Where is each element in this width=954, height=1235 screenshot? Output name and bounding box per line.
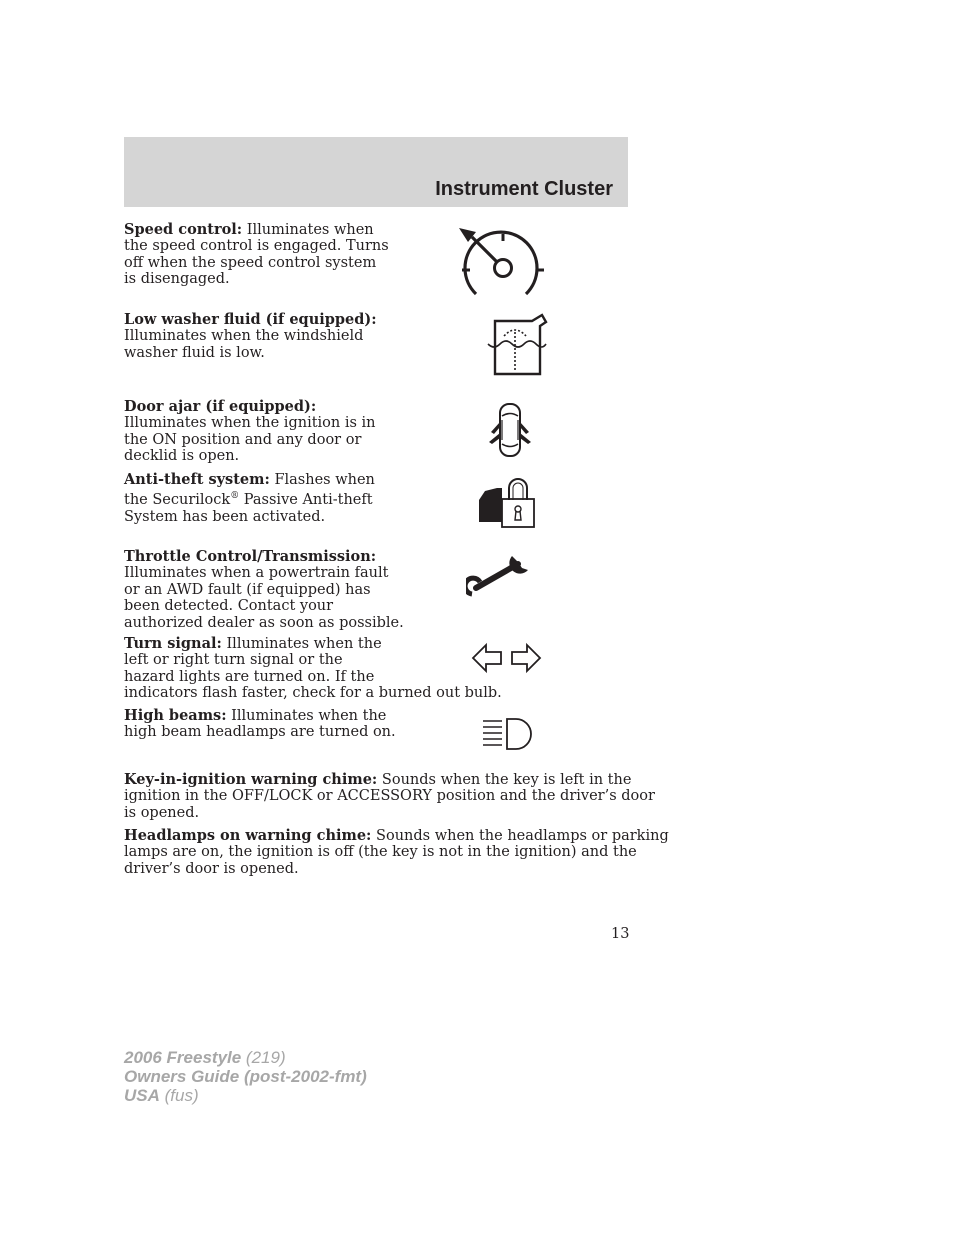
high-beam-icon <box>480 717 536 751</box>
key-in-ignition-chime-description <box>124 772 655 821</box>
turn-signal-arrows-icon <box>470 642 544 674</box>
page-number: 13 <box>611 926 630 942</box>
text-line: Illuminates when the <box>226 708 387 724</box>
text-line: is disengaged. <box>124 271 230 288</box>
footer-model: 2006 Freestyle <box>124 1048 242 1067</box>
headlamps-on-chime-description <box>124 828 669 877</box>
text-line: Illuminates when a powertrain fault <box>124 565 389 582</box>
footer-guide: Owners Guide (post-2002-fmt) <box>124 1067 367 1086</box>
wrench-icon <box>466 550 532 598</box>
text-line: off when the speed control system <box>124 254 377 271</box>
footer-line <box>124 1067 367 1086</box>
washer-fluid-term: Low washer fluid (if equipped): <box>124 311 377 328</box>
text-line: Illuminates when the <box>221 636 382 652</box>
door-ajar-description <box>124 399 376 465</box>
footer-line <box>124 1048 367 1067</box>
document-footer <box>124 1048 367 1105</box>
footer-market: USA <box>124 1086 160 1105</box>
door-ajar-icon <box>486 400 534 460</box>
text-line: System has been activated. <box>124 508 326 525</box>
text-line: Sounds when the key is left in the <box>377 772 632 788</box>
turn-signal-term: Turn signal: <box>124 635 222 652</box>
text-line: Illuminates when the ignition is in <box>124 415 376 432</box>
text-line: ignition in the OFF/LOCK or ACCESSORY position and the driver’s door <box>124 788 655 805</box>
speedometer-icon <box>456 222 546 302</box>
speed-control-term: Speed control: <box>124 221 243 238</box>
high-beams-description <box>124 708 396 741</box>
text-line: the Securilock <box>124 492 231 509</box>
door-ajar-term: Door ajar (if equipped): <box>124 398 317 415</box>
text-line: is opened. <box>124 804 200 821</box>
text-line: lamps are on, the ignition is off (the key is not in the ignition) and the <box>124 844 637 861</box>
headlamps-on-chime-term: Headlamps on warning chime: <box>124 827 372 844</box>
footer-code: (219) <box>241 1048 286 1067</box>
anti-theft-lock-icon <box>475 474 539 530</box>
text-line: Illuminates when the windshield <box>124 328 364 345</box>
text-line: washer fluid is low. <box>124 344 265 361</box>
anti-theft-term: Anti-theft system: <box>124 471 270 488</box>
text-line: authorized dealer as soon as possible. <box>124 614 404 631</box>
text-line: or an AWD fault (if equipped) has <box>124 581 371 598</box>
key-in-ignition-chime-term: Key-in-ignition warning chime: <box>124 771 378 788</box>
text-line: Passive Anti-theft <box>239 492 373 509</box>
text-line: high beam headlamps are turned on. <box>124 724 396 741</box>
text-line: been detected. Contact your <box>124 598 334 615</box>
text-line: left or right turn signal or the <box>124 652 343 669</box>
footer-line <box>124 1086 367 1105</box>
footer-market-code: (fus) <box>159 1086 199 1105</box>
text-line: the speed control is engaged. Turns <box>124 238 389 255</box>
text-line: hazard lights are turned on. If the <box>124 668 375 685</box>
speed-control-description <box>124 222 389 288</box>
text-line: Sounds when the headlamps or parking <box>371 828 669 844</box>
turn-signal-description <box>124 636 502 702</box>
section-title: Instrument Cluster <box>435 178 613 200</box>
text-line: indicators flash faster, check for a burned out bulb. <box>124 685 502 702</box>
text-line: decklid is open. <box>124 448 240 465</box>
section-header-band <box>124 137 628 207</box>
throttle-control-term: Throttle Control/Transmission: <box>124 548 377 565</box>
text-line: Flashes when <box>269 472 375 488</box>
anti-theft-description <box>124 472 375 525</box>
washer-fluid-icon <box>486 312 550 378</box>
high-beams-term: High beams: <box>124 707 227 724</box>
text-line: driver’s door is opened. <box>124 860 299 877</box>
washer-fluid-description <box>124 312 377 361</box>
registered-mark: ® <box>230 491 240 502</box>
throttle-control-description <box>124 549 404 631</box>
text-line: the ON position and any door or <box>124 431 362 448</box>
text-line: Illuminates when <box>242 222 374 238</box>
